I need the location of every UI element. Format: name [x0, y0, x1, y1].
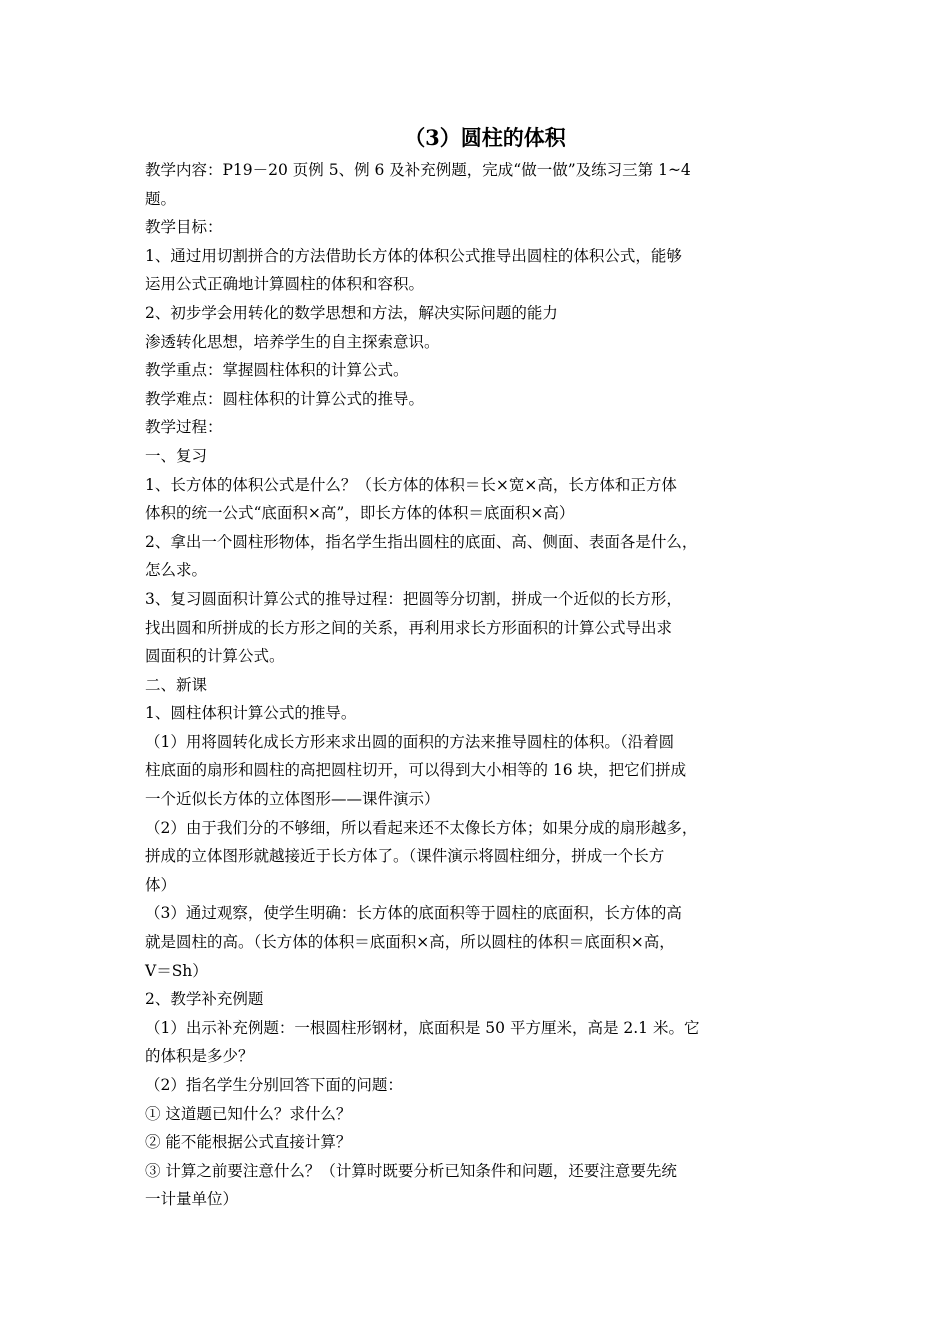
- text-line: （1）用将圆转化成长方形来求出圆的面积的方法来推导圆柱的体积。（沿着圆: [145, 732, 675, 751]
- text-line: （2）指名学生分别回答下面的问题：: [145, 1076, 403, 1094]
- text-line: 1、通过用切割拼合的方法借助长方体的体积公式推导出圆柱的体积公式，能够: [145, 246, 682, 265]
- text-line: V＝Sh）: [145, 961, 208, 980]
- text-line: 2、拿出一个圆柱形物体，指名学生指出圆柱的底面、高、侧面、表面各是什么，: [145, 532, 698, 551]
- text-line: 题。: [145, 189, 177, 208]
- text-line: 二、新课: [145, 675, 208, 694]
- text-line: （1）出示补充例题：一根圆柱形钢材，底面积是 50 平方厘米，高是 2.1 米。它: [145, 1018, 700, 1037]
- text-line: 教学目标：: [145, 218, 223, 237]
- text-line: 怎么求。: [145, 561, 208, 580]
- text-line: 的体积是多少？: [145, 1047, 254, 1066]
- text-line: 找出圆和所拼成的长方形之间的关系，再利用求长方形面积的计算公式导出求: [145, 618, 673, 637]
- text-line: 1、圆柱体积计算公式的推导。: [145, 704, 357, 723]
- text-line: 1、长方体的体积公式是什么？（长方体的体积＝长×宽×高，长方体和正方体: [145, 475, 677, 494]
- text-line: 体积的统一公式“底面积×高”，即长方体的体积＝底面积×高）: [145, 504, 575, 523]
- text-line: 2、教学补充例题: [145, 990, 264, 1009]
- text-line: 教学内容：P19－20 页例 5、例 6 及补充例题，完成“做一做”及练习三第 1~4: [145, 161, 691, 179]
- document-body: [145, 156, 825, 1214]
- text-line: （3）通过观察，使学生明确：长方体的底面积等于圆柱的底面积，长方体的高: [145, 904, 682, 923]
- text-line: ② 能不能根据公式直接计算？: [145, 1133, 352, 1152]
- text-line: 体）: [145, 875, 177, 894]
- document-title: （3）圆柱的体积: [404, 125, 566, 150]
- text-line: 一个近似长方体的立体图形——课件演示）: [145, 790, 440, 809]
- text-line: 一计量单位）: [145, 1190, 239, 1209]
- text-line: 就是圆柱的高。（长方体的体积＝底面积×高，所以圆柱的体积＝底面积×高，: [145, 933, 675, 952]
- text-line: 3、复习圆面积计算公式的推导过程：把圆等分切割，拼成一个近似的长方形，: [145, 589, 682, 608]
- text-line: 柱底面的扇形和圆柱的高把圆柱切开，可以得到大小相等的 16 块，把它们拼成: [145, 761, 687, 780]
- text-line: 教学过程：: [145, 418, 223, 437]
- text-line: 渗透转化思想，培养学生的自主探索意识。: [145, 332, 440, 351]
- text-line: 2、初步学会用转化的数学思想和方法，解决实际问题的能力: [145, 303, 558, 322]
- text-line: ③ 计算之前要注意什么？（计算时既要分析已知条件和问题，还要注意要先统: [145, 1161, 677, 1180]
- text-line: 一、复习: [145, 446, 208, 465]
- text-line: （2）由于我们分的不够细，所以看起来还不太像长方体；如果分成的扇形越多，: [145, 818, 698, 837]
- text-line: 圆面积的计算公式。: [145, 647, 285, 666]
- text-line: 运用公式正确地计算圆柱的体积和容积。: [145, 275, 425, 294]
- text-line: 教学难点：圆柱体积的计算公式的推导。: [145, 389, 425, 408]
- text-line: 拼成的立体图形就越接近于长方体了。（课件演示将圆柱细分，拼成一个长方: [145, 847, 665, 866]
- text-line: ① 这道题已知什么？求什么？: [145, 1104, 352, 1123]
- text-line: 教学重点：掌握圆柱体积的计算公式。: [145, 361, 409, 380]
